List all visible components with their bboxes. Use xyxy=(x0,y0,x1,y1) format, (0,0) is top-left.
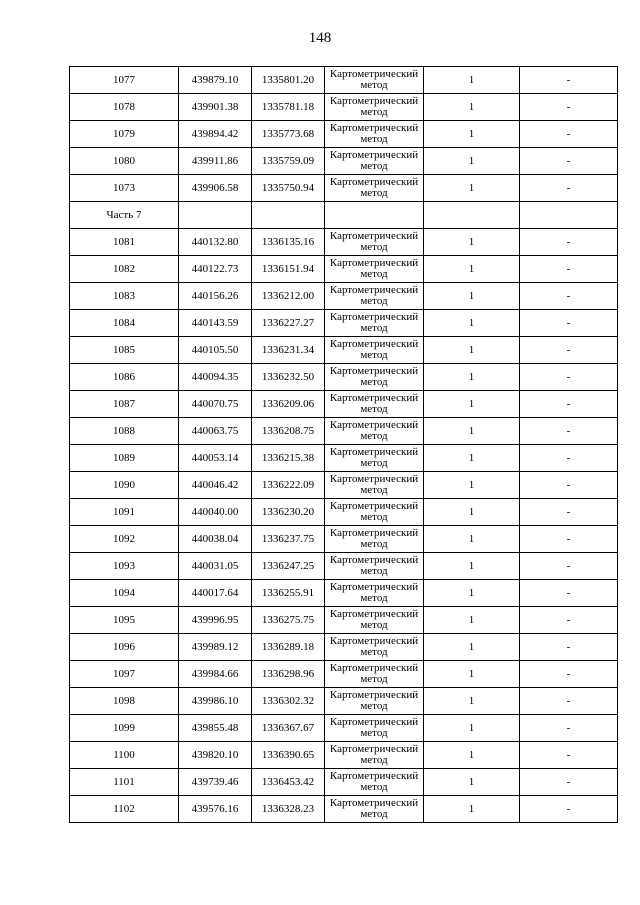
note-cell: - xyxy=(520,661,618,688)
method-cell xyxy=(325,607,424,634)
point-number-cell: 1093 xyxy=(70,553,179,580)
method-cell xyxy=(325,553,424,580)
x-coordinate-cell: 439855.48 xyxy=(179,715,252,742)
method-cell xyxy=(325,499,424,526)
accuracy-cell: 1 xyxy=(424,553,520,580)
x-coordinate-cell: 440143.59 xyxy=(179,310,252,337)
method-line-2: метод xyxy=(360,754,388,766)
empty-cell xyxy=(179,202,252,229)
y-coordinate-cell: 1336255.91 xyxy=(252,580,325,607)
x-coordinate-cell: 439984.66 xyxy=(179,661,252,688)
method-line-1: Картометрический xyxy=(329,797,419,809)
accuracy-cell: 1 xyxy=(424,418,520,445)
method-line-1: Картометрический xyxy=(329,527,419,539)
table-row xyxy=(70,688,618,715)
method-cell xyxy=(325,526,424,553)
method-line-1: Картометрический xyxy=(329,122,419,134)
accuracy-cell: 1 xyxy=(424,607,520,634)
accuracy-cell: 1 xyxy=(424,634,520,661)
table-row xyxy=(70,67,618,94)
table-row xyxy=(70,472,618,499)
point-number-cell: 1097 xyxy=(70,661,179,688)
x-coordinate-cell: 440070.75 xyxy=(179,391,252,418)
section-row xyxy=(70,202,618,229)
y-coordinate-cell: 1335781.18 xyxy=(252,94,325,121)
empty-cell xyxy=(325,202,424,229)
accuracy-cell: 1 xyxy=(424,256,520,283)
accuracy-cell: 1 xyxy=(424,310,520,337)
method-line-1: Картометрический xyxy=(329,770,419,782)
method-line-1: Картометрический xyxy=(329,392,419,404)
x-coordinate-cell: 440038.04 xyxy=(179,526,252,553)
empty-cell xyxy=(252,202,325,229)
note-cell: - xyxy=(520,94,618,121)
accuracy-cell: 1 xyxy=(424,742,520,769)
accuracy-cell: 1 xyxy=(424,67,520,94)
method-line-1: Картометрический xyxy=(329,149,419,161)
y-coordinate-cell: 1336247.25 xyxy=(252,553,325,580)
y-coordinate-cell: 1336222.09 xyxy=(252,472,325,499)
method-line-1: Картометрический xyxy=(329,284,419,296)
method-line-2: метод xyxy=(360,619,388,631)
x-coordinate-cell: 440105.50 xyxy=(179,337,252,364)
point-number-cell: 1083 xyxy=(70,283,179,310)
table-row xyxy=(70,418,618,445)
method-line-2: метод xyxy=(360,457,388,469)
method-cell xyxy=(325,283,424,310)
note-cell: - xyxy=(520,337,618,364)
method-line-1: Картометрический xyxy=(329,662,419,674)
note-cell: - xyxy=(520,148,618,175)
accuracy-cell: 1 xyxy=(424,769,520,796)
table-row xyxy=(70,742,618,769)
note-cell: - xyxy=(520,418,618,445)
accuracy-cell: 1 xyxy=(424,499,520,526)
method-line-2: метод xyxy=(360,322,388,334)
accuracy-cell: 1 xyxy=(424,94,520,121)
table-row xyxy=(70,337,618,364)
y-coordinate-cell: 1336232.50 xyxy=(252,364,325,391)
table-row xyxy=(70,796,618,823)
accuracy-cell: 1 xyxy=(424,580,520,607)
method-line-1: Картометрический xyxy=(329,311,419,323)
table-row xyxy=(70,499,618,526)
x-coordinate-cell: 439576.16 xyxy=(179,796,252,823)
table-row xyxy=(70,715,618,742)
note-cell: - xyxy=(520,67,618,94)
method-line-2: метод xyxy=(360,511,388,523)
method-cell xyxy=(325,742,424,769)
table-row xyxy=(70,553,618,580)
y-coordinate-cell: 1335750.94 xyxy=(252,175,325,202)
section-label: Часть 7 xyxy=(70,202,179,229)
x-coordinate-cell: 440094.35 xyxy=(179,364,252,391)
table-row xyxy=(70,94,618,121)
point-number-cell: 1086 xyxy=(70,364,179,391)
empty-cell xyxy=(520,202,618,229)
accuracy-cell: 1 xyxy=(424,445,520,472)
method-line-1: Картометрический xyxy=(329,338,419,350)
method-line-1: Картометрический xyxy=(329,500,419,512)
x-coordinate-cell: 440156.26 xyxy=(179,283,252,310)
method-line-1: Картометрический xyxy=(329,608,419,620)
accuracy-cell: 1 xyxy=(424,526,520,553)
method-line-2: метод xyxy=(360,268,388,280)
table-row xyxy=(70,526,618,553)
method-line-2: метод xyxy=(360,808,388,820)
method-line-2: метод xyxy=(360,484,388,496)
method-cell xyxy=(325,94,424,121)
x-coordinate-cell: 439911.86 xyxy=(179,148,252,175)
method-line-2: метод xyxy=(360,646,388,658)
y-coordinate-cell: 1335759.09 xyxy=(252,148,325,175)
point-number-cell: 1080 xyxy=(70,148,179,175)
method-line-1: Картометрический xyxy=(329,743,419,755)
method-cell xyxy=(325,310,424,337)
method-line-2: метод xyxy=(360,349,388,361)
method-line-2: метод xyxy=(360,727,388,739)
method-cell xyxy=(325,364,424,391)
coordinates-table xyxy=(69,66,618,823)
table-row xyxy=(70,445,618,472)
accuracy-cell: 1 xyxy=(424,229,520,256)
method-cell xyxy=(325,661,424,688)
method-line-2: метод xyxy=(360,133,388,145)
x-coordinate-cell: 439820.10 xyxy=(179,742,252,769)
note-cell: - xyxy=(520,256,618,283)
y-coordinate-cell: 1336298.96 xyxy=(252,661,325,688)
y-coordinate-cell: 1336212.00 xyxy=(252,283,325,310)
note-cell: - xyxy=(520,364,618,391)
method-cell xyxy=(325,715,424,742)
x-coordinate-cell: 439739.46 xyxy=(179,769,252,796)
note-cell: - xyxy=(520,283,618,310)
note-cell: - xyxy=(520,607,618,634)
accuracy-cell: 1 xyxy=(424,121,520,148)
method-cell xyxy=(325,769,424,796)
x-coordinate-cell: 439986.10 xyxy=(179,688,252,715)
point-number-cell: 1101 xyxy=(70,769,179,796)
note-cell: - xyxy=(520,688,618,715)
method-line-1: Картометрический xyxy=(329,554,419,566)
y-coordinate-cell: 1336151.94 xyxy=(252,256,325,283)
method-cell xyxy=(325,688,424,715)
point-number-cell: 1081 xyxy=(70,229,179,256)
y-coordinate-cell: 1336208.75 xyxy=(252,418,325,445)
x-coordinate-cell: 439989.12 xyxy=(179,634,252,661)
method-line-2: метод xyxy=(360,79,388,91)
point-number-cell: 1073 xyxy=(70,175,179,202)
y-coordinate-cell: 1336302.32 xyxy=(252,688,325,715)
table-row xyxy=(70,634,618,661)
y-coordinate-cell: 1336231.34 xyxy=(252,337,325,364)
table-row xyxy=(70,229,618,256)
method-cell xyxy=(325,796,424,823)
method-line-2: метод xyxy=(360,187,388,199)
note-cell: - xyxy=(520,553,618,580)
point-number-cell: 1089 xyxy=(70,445,179,472)
y-coordinate-cell: 1336289.18 xyxy=(252,634,325,661)
note-cell: - xyxy=(520,472,618,499)
accuracy-cell: 1 xyxy=(424,715,520,742)
method-line-1: Картометрический xyxy=(329,365,419,377)
method-line-1: Картометрический xyxy=(329,473,419,485)
method-line-1: Картометрический xyxy=(329,635,419,647)
accuracy-cell: 1 xyxy=(424,688,520,715)
y-coordinate-cell: 1336367.67 xyxy=(252,715,325,742)
method-cell xyxy=(325,337,424,364)
method-cell xyxy=(325,418,424,445)
method-cell xyxy=(325,256,424,283)
method-line-2: метод xyxy=(360,160,388,172)
accuracy-cell: 1 xyxy=(424,283,520,310)
method-line-2: метод xyxy=(360,592,388,604)
point-number-cell: 1084 xyxy=(70,310,179,337)
method-line-1: Картометрический xyxy=(329,581,419,593)
point-number-cell: 1091 xyxy=(70,499,179,526)
method-cell xyxy=(325,175,424,202)
method-line-1: Картометрический xyxy=(329,230,419,242)
x-coordinate-cell: 440040.00 xyxy=(179,499,252,526)
table-row xyxy=(70,283,618,310)
method-line-2: метод xyxy=(360,781,388,793)
accuracy-cell: 1 xyxy=(424,391,520,418)
point-number-cell: 1078 xyxy=(70,94,179,121)
point-number-cell: 1096 xyxy=(70,634,179,661)
point-number-cell: 1088 xyxy=(70,418,179,445)
section-row-group xyxy=(70,202,618,229)
method-line-2: метод xyxy=(360,673,388,685)
table-row xyxy=(70,310,618,337)
accuracy-cell: 1 xyxy=(424,175,520,202)
table-row xyxy=(70,175,618,202)
method-cell xyxy=(325,67,424,94)
point-number-cell: 1102 xyxy=(70,796,179,823)
method-line-2: метод xyxy=(360,403,388,415)
note-cell: - xyxy=(520,229,618,256)
y-coordinate-cell: 1336135.16 xyxy=(252,229,325,256)
point-number-cell: 1082 xyxy=(70,256,179,283)
x-coordinate-cell: 440122.73 xyxy=(179,256,252,283)
method-cell xyxy=(325,472,424,499)
method-cell xyxy=(325,445,424,472)
note-cell: - xyxy=(520,580,618,607)
note-cell: - xyxy=(520,310,618,337)
note-cell: - xyxy=(520,769,618,796)
point-number-cell: 1077 xyxy=(70,67,179,94)
method-cell xyxy=(325,391,424,418)
table-row xyxy=(70,769,618,796)
note-cell: - xyxy=(520,796,618,823)
table-row xyxy=(70,580,618,607)
point-number-cell: 1094 xyxy=(70,580,179,607)
point-number-cell: 1090 xyxy=(70,472,179,499)
method-line-1: Картометрический xyxy=(329,176,419,188)
x-coordinate-cell: 440031.05 xyxy=(179,553,252,580)
note-cell: - xyxy=(520,715,618,742)
y-coordinate-cell: 1335773.68 xyxy=(252,121,325,148)
table-row xyxy=(70,148,618,175)
method-line-1: Картометрический xyxy=(329,716,419,728)
point-number-cell: 1099 xyxy=(70,715,179,742)
accuracy-cell: 1 xyxy=(424,796,520,823)
accuracy-cell: 1 xyxy=(424,364,520,391)
note-cell: - xyxy=(520,445,618,472)
y-coordinate-cell: 1336328.23 xyxy=(252,796,325,823)
x-coordinate-cell: 439996.95 xyxy=(179,607,252,634)
note-cell: - xyxy=(520,175,618,202)
method-line-1: Картометрический xyxy=(329,419,419,431)
y-coordinate-cell: 1336209.06 xyxy=(252,391,325,418)
point-number-cell: 1079 xyxy=(70,121,179,148)
table-row xyxy=(70,607,618,634)
method-cell xyxy=(325,634,424,661)
note-cell: - xyxy=(520,499,618,526)
method-line-2: метод xyxy=(360,538,388,550)
note-cell: - xyxy=(520,634,618,661)
x-coordinate-cell: 439901.38 xyxy=(179,94,252,121)
page-number: 148 xyxy=(308,30,332,46)
table-row xyxy=(70,391,618,418)
table-body-before xyxy=(70,67,618,202)
table-row xyxy=(70,256,618,283)
method-line-2: метод xyxy=(360,295,388,307)
note-cell: - xyxy=(520,391,618,418)
point-number-cell: 1095 xyxy=(70,607,179,634)
x-coordinate-cell: 440132.80 xyxy=(179,229,252,256)
x-coordinate-cell: 440017.64 xyxy=(179,580,252,607)
accuracy-cell: 1 xyxy=(424,472,520,499)
method-line-1: Картометрический xyxy=(329,68,419,80)
x-coordinate-cell: 440046.42 xyxy=(179,472,252,499)
method-line-1: Картометрический xyxy=(329,689,419,701)
note-cell: - xyxy=(520,742,618,769)
x-coordinate-cell: 439906.58 xyxy=(179,175,252,202)
accuracy-cell: 1 xyxy=(424,661,520,688)
method-cell xyxy=(325,580,424,607)
method-line-2: метод xyxy=(360,376,388,388)
method-line-2: метод xyxy=(360,241,388,253)
method-line-1: Картометрический xyxy=(329,446,419,458)
empty-cell xyxy=(424,202,520,229)
method-line-2: метод xyxy=(360,106,388,118)
point-number-cell: 1098 xyxy=(70,688,179,715)
method-cell xyxy=(325,121,424,148)
x-coordinate-cell: 440053.14 xyxy=(179,445,252,472)
y-coordinate-cell: 1336275.75 xyxy=(252,607,325,634)
y-coordinate-cell: 1336215.38 xyxy=(252,445,325,472)
note-cell: - xyxy=(520,526,618,553)
table-body-after xyxy=(70,229,618,823)
table-row xyxy=(70,364,618,391)
x-coordinate-cell: 440063.75 xyxy=(179,418,252,445)
method-line-2: метод xyxy=(360,700,388,712)
method-line-2: метод xyxy=(360,430,388,442)
y-coordinate-cell: 1336453.42 xyxy=(252,769,325,796)
method-cell xyxy=(325,229,424,256)
point-number-cell: 1100 xyxy=(70,742,179,769)
method-line-1: Картометрический xyxy=(329,257,419,269)
x-coordinate-cell: 439894.42 xyxy=(179,121,252,148)
table-row xyxy=(70,661,618,688)
y-coordinate-cell: 1336230.20 xyxy=(252,499,325,526)
y-coordinate-cell: 1335801.20 xyxy=(252,67,325,94)
point-number-cell: 1087 xyxy=(70,391,179,418)
accuracy-cell: 1 xyxy=(424,337,520,364)
table-row xyxy=(70,121,618,148)
note-cell: - xyxy=(520,121,618,148)
point-number-cell: 1085 xyxy=(70,337,179,364)
method-line-2: метод xyxy=(360,565,388,577)
y-coordinate-cell: 1336390.65 xyxy=(252,742,325,769)
accuracy-cell: 1 xyxy=(424,148,520,175)
y-coordinate-cell: 1336227.27 xyxy=(252,310,325,337)
y-coordinate-cell: 1336237.75 xyxy=(252,526,325,553)
x-coordinate-cell: 439879.10 xyxy=(179,67,252,94)
method-cell xyxy=(325,148,424,175)
method-line-1: Картометрический xyxy=(329,95,419,107)
point-number-cell: 1092 xyxy=(70,526,179,553)
